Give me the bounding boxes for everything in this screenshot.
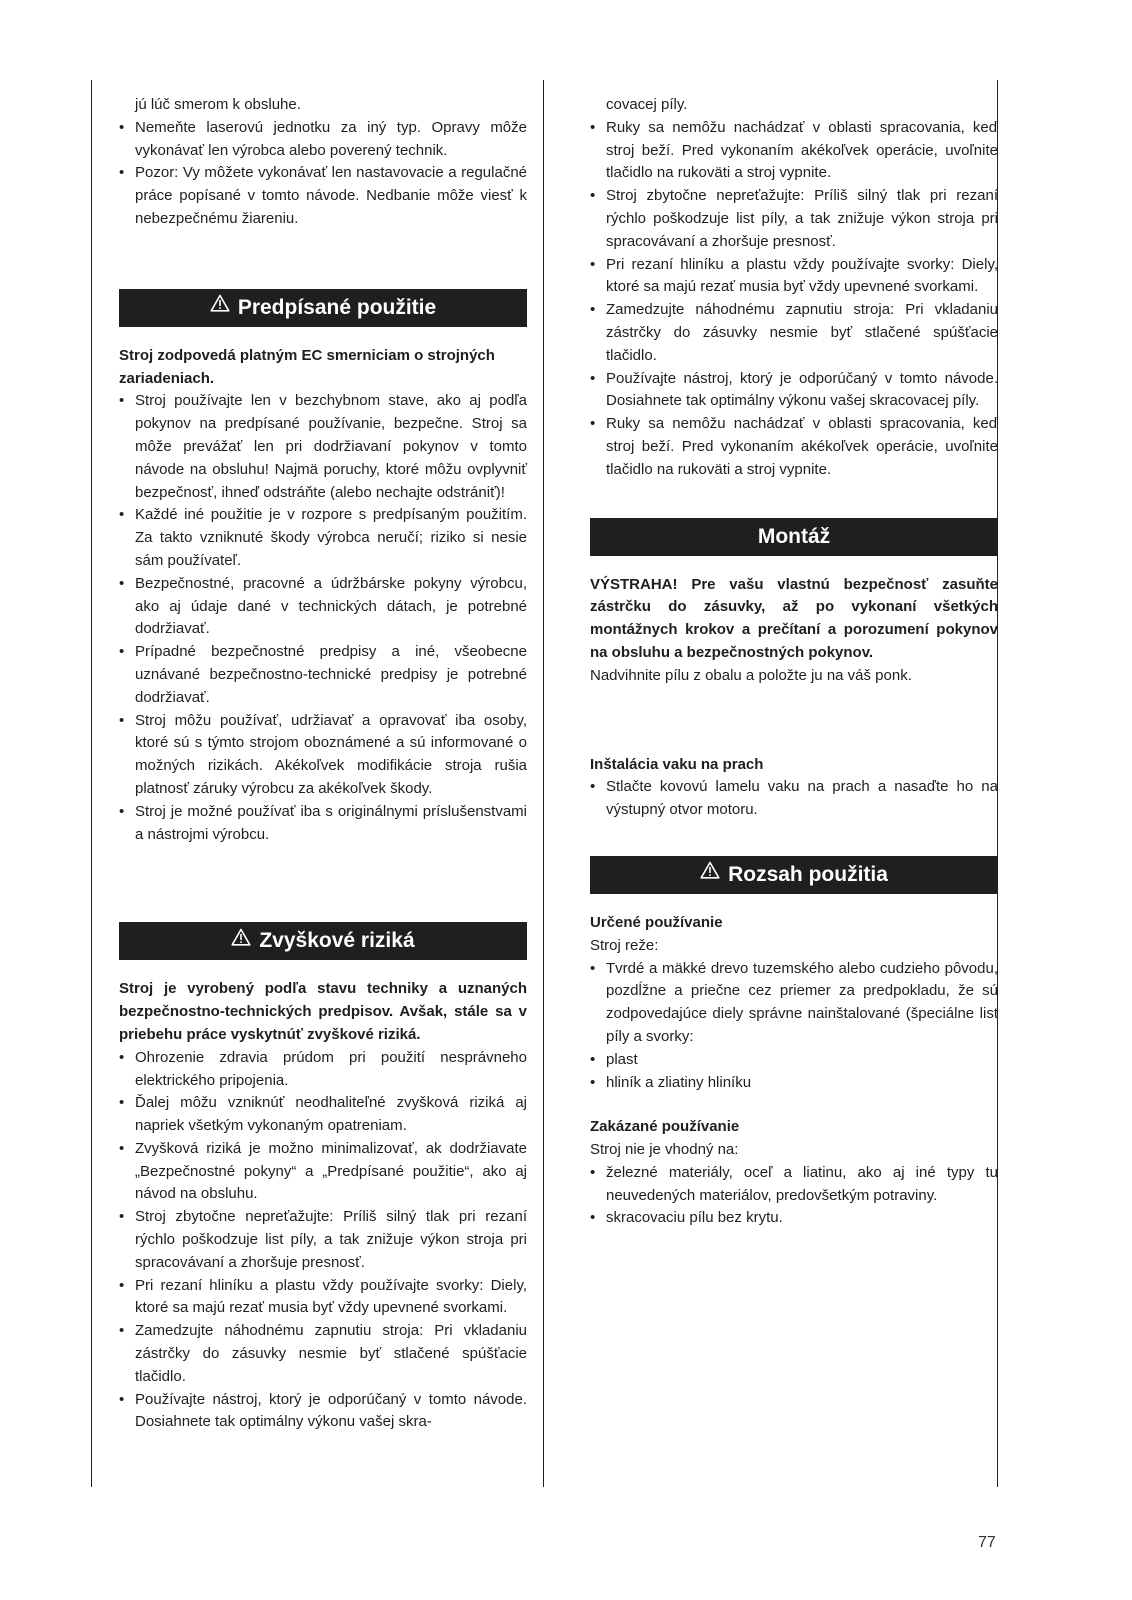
- list-item: • Zamedzujte náhodnému zapnutiu stroja: Pri vkladaniu zástrčky do zásuvky nesmie byť stlačené spúšťacie tlačidlo.: [119, 1320, 527, 1388]
- warning-icon: [231, 921, 251, 959]
- list-item: • Stroj zbytočne nepreťažujte: Príliš silný tlak pri rezaní rýchlo poškodzuje list píly, a tak znižuje výkon stroja pri spracovávaní a zhoršuje presnosť.: [590, 185, 998, 253]
- list-item: • Stroj môžu používať, udržiavať a opravovať iba osoby, ktoré sú s týmto strojom oboznámené a sú informované o možných rizikách. Akékoľvek modifikácie stroja rušia platnosť záruky výrobcu za akékoľvek škody.: [119, 710, 527, 801]
- list-item: • plast: [590, 1049, 998, 1072]
- section-heading-zvyskove-rizika: [119, 922, 527, 960]
- subsection-title: Určené používanie: [590, 913, 723, 931]
- body-text: Nadvihnite pílu z obalu a položte ju na váš ponk.: [590, 666, 912, 684]
- section-list: [119, 1047, 527, 1435]
- section-heading-rozsah-pouzitia: [590, 856, 998, 894]
- list-item: • Prípadné bezpečnostné predpisy a iné, všeobecne uznávané bezpečnostno-technické predpisy je potrebné dodržiavať.: [119, 641, 527, 709]
- list-item: • Stroj zbytočne nepreťažujte: Príliš silný tlak pri rezaní rýchlo poškodzuje list píly, a tak znižuje výkon stroja pri spracovávaní a zhoršuje presnosť.: [119, 1206, 527, 1274]
- subsection-title: Inštalácia vaku na prach: [590, 755, 764, 773]
- list-item: • Ohrozenie zdravia prúdom pri použití nesprávneho elektrického pripojenia.: [119, 1047, 527, 1093]
- continued-text: jú lúč smerom k obsluhe.: [135, 96, 301, 113]
- section-title: Montáž: [757, 524, 831, 548]
- section-title: Rozsah použitia: [728, 862, 888, 886]
- list-item: • hliník a zliatiny hliníku: [590, 1072, 998, 1095]
- list-item: • Pozor: Vy môžete vykonávať len nastavovacie a regulačné práce popísané v tomto návode. Nedbanie môže viesť k nebezpečnému žiareniu.: [119, 162, 527, 230]
- list-item: • Používajte nástroj, ktorý je odporúčaný v tomto návode. Dosiahnete tak optimálny výkonu vašej skra-: [119, 1389, 527, 1435]
- list-item: • Pri rezaní hliníku a plastu vždy používajte svorky: Diely, ktoré sa majú rezať musia byť vždy upevnené svorkami.: [590, 254, 998, 300]
- list-item: • Tvrdé a mäkké drevo tuzemského alebo cudzieho pôvodu, pozdĺžne a priečne cez priemer za predpokladu, že sú zodpovedajúce diely správne nainštalované (špeciálne list píly a svorky:: [590, 958, 998, 1049]
- list-item: • Bezpečnostné, pracovné a údržbárske pokyny výrobcu, ako aj údaje dané v technických dátach, je potrebné dodržiavať.: [119, 573, 527, 641]
- left-column: [119, 94, 527, 1434]
- warning-icon: [210, 287, 230, 325]
- section-list: [590, 776, 998, 822]
- column-rule-left: [91, 80, 92, 1487]
- column-rule-center: [543, 80, 544, 1487]
- list-item: • Každé iné použitie je v rozpore s predpísaným použitím. Za takto vzniknuté škody výrobca neručí; riziko si nesie sám používateľ.: [119, 504, 527, 572]
- list-item: • Stroj je možné používať iba s originálnymi príslušenstvami a nástrojmi výrobcu.: [119, 801, 527, 847]
- section-heading-montaz: [590, 518, 998, 556]
- warning-text: VÝSTRAHA! Pre vašu vlastnú bezpečnosť zasuňte zástrčku do zásuvky, až po vykonaní všetkých montážnych krokov a prečítaní a porozumení pokynov na obsluhu a bezpečnostných pokynov.: [590, 575, 998, 661]
- list-item: • Ruky sa nemôžu nachádzať v oblasti spracovania, keď stroj beží. Pred vykonaním akékoľvek operácie, uvoľnite tlačidlo na rukoväti a stroj vypnite.: [590, 117, 998, 185]
- section-heading-predpisane-pouzitie: [119, 289, 527, 327]
- section-list: [590, 958, 998, 1095]
- section-lead: Stroj je vyrobený podľa stavu techniky a uznaných bezpečnostno-technických predpisov. Avšak, stále sa v priebehu práce vyskytnúť zvyškové riziká.: [119, 980, 527, 1043]
- section-lead: Stroj zodpovedá platným EC smerniciam o strojných zariadeniach.: [119, 346, 495, 387]
- right-column: [590, 94, 998, 1230]
- body-text: Stroj nie je vhodný na:: [590, 1141, 739, 1159]
- list-item: • železné materiály, oceľ a liatinu, ako aj iné typy tu neuvedených materiálov, predovšetkým potraviny.: [590, 1162, 998, 1208]
- list-item: • skracovaciu pílu bez krytu.: [590, 1207, 998, 1230]
- warning-icon: [700, 854, 720, 892]
- list-item: • Pri rezaní hliníku a plastu vždy používajte svorky: Diely, ktoré sa majú rezať musia byť vždy upevnené svorkami.: [119, 1275, 527, 1321]
- section-list: [119, 390, 527, 846]
- list-item: • Zvyšková riziká je možno minimalizovať, ak dodržiavate „Bezpečnostné pokyny“ a „Predpísané použitie“, ako aj návod na obsluhu.: [119, 1138, 527, 1206]
- page-number: 77: [978, 1534, 996, 1551]
- body-text: Stroj reže:: [590, 936, 659, 954]
- section-title: Zvyškové riziká: [259, 929, 415, 953]
- subsection-title: Zakázané používanie: [590, 1118, 740, 1136]
- list-item: • Ruky sa nemôžu nachádzať v oblasti spracovania, keď stroj beží. Pred vykonaním akékoľvek operácie, uvoľnite tlačidlo na rukoväti a stroj vypnite.: [590, 413, 998, 481]
- intro-list: [119, 117, 527, 231]
- list-item: • Ďalej môžu vzniknúť neodhaliteľné zvyšková riziká aj napriek všetkým vykonaným opatreniam.: [119, 1092, 527, 1138]
- section-title: Predpísané použitie: [237, 295, 437, 319]
- list-item: • Používajte nástroj, ktorý je odporúčaný v tomto návode. Dosiahnete tak optimálny výkonu vašej skracovacej píly.: [590, 368, 998, 414]
- list-item: • Stroj používajte len v bezchybnom stave, ako aj podľa pokynov na predpísané používanie, bezpečne. Stroj sa môže prevážať len pri dodržiavaní pokynov v tomto návode na obsluhu! Najmä poruchy, ktoré môžu ovplyvniť bezpečnosť, ihneď odstráňte (alebo nechajte odstrániť)!: [119, 390, 527, 504]
- intro-list: [590, 117, 998, 482]
- list-item: • Nemeňte laserovú jednotku za iný typ. Opravy môže vykonávať len výrobca alebo poverený technik.: [119, 117, 527, 163]
- section-list: [590, 1162, 998, 1230]
- list-item: • Stlačte kovovú lamelu vaku na prach a nasaďte ho na výstupný otvor motoru.: [590, 776, 998, 822]
- continued-text: covacej píly.: [606, 96, 688, 113]
- list-item: • Zamedzujte náhodnému zapnutiu stroja: Pri vkladaniu zástrčky do zásuvky nesmie byť stlačené spúšťacie tlačidlo.: [590, 299, 998, 367]
